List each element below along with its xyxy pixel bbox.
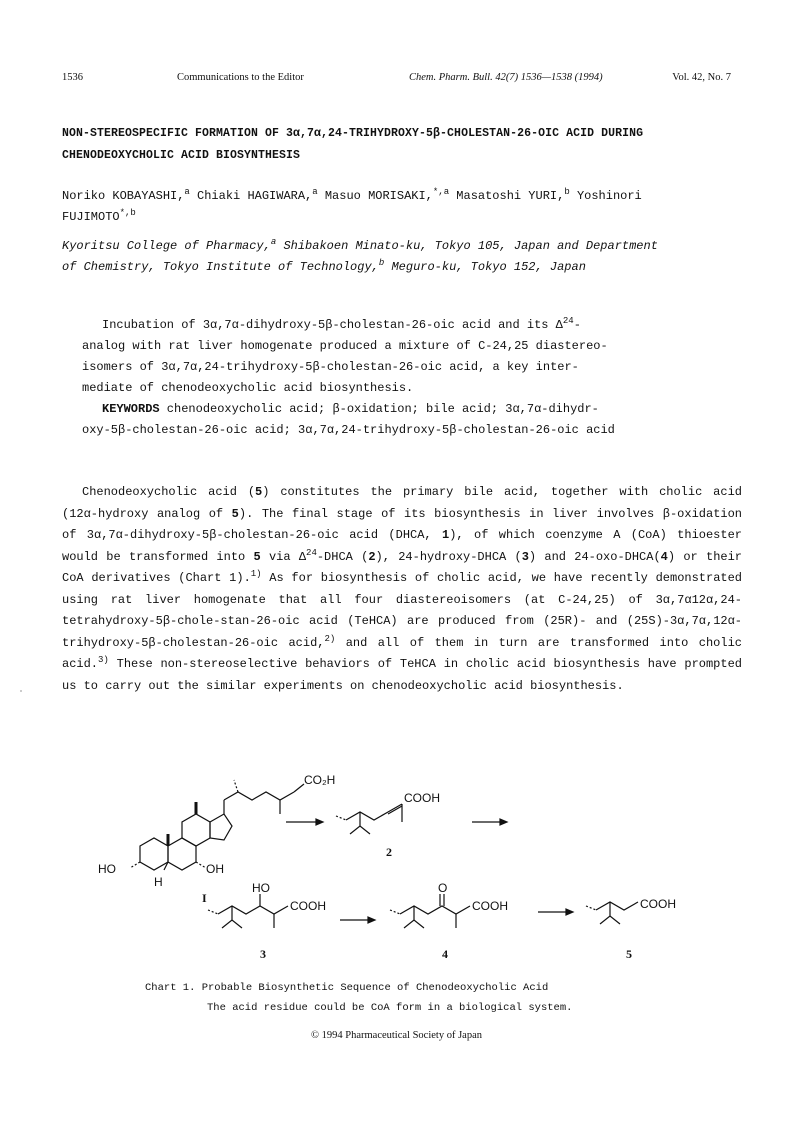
abstract-line-3: isomers of 3α,7α,24-trihydroxy-5β-cholestan-26-oic acid, a key inter- <box>82 360 579 374</box>
author-5-first: Yoshinori <box>576 189 642 203</box>
compound-2-label: 2 <box>386 845 392 859</box>
compound-1-structure <box>130 780 304 870</box>
compound-4-o-label: O <box>438 881 448 895</box>
author-3: Masuo MORISAKI, <box>324 189 433 203</box>
compound-3-structure <box>208 894 288 928</box>
compound-4-acid-label: COOH <box>472 899 508 913</box>
affiliation-2-address: Meguro-ku, Tokyo 152, Japan <box>391 260 586 274</box>
abstract-delta-sup: 24 <box>562 316 574 326</box>
affiliations <box>62 236 742 278</box>
compound-1-label: I <box>202 891 207 905</box>
author-2-sup: a <box>312 187 318 197</box>
ref-2: 2) <box>324 633 336 644</box>
article-title <box>62 123 742 167</box>
keywords-line-2: oxy-5β-cholestan-26-oic acid; 3α,7α,24-trihydroxy-5β-cholestan-26-oic acid <box>82 423 615 437</box>
affiliation-2: of Chemistry, Tokyo Institute of Technology, <box>62 260 379 274</box>
chart-caption <box>145 978 705 1018</box>
section-name: Communications to the Editor <box>177 72 304 83</box>
affiliation-2-sup: b <box>378 258 385 268</box>
volume-issue: Vol. 42, No. 7 <box>672 72 731 83</box>
affiliation-1: Kyoritsu College of Pharmacy, <box>62 239 271 253</box>
abstract-line-1: Incubation of 3α,7α-dihydroxy-5β-cholestan-26-oic acid and its $\Delta^{24}-$ <box>102 316 581 332</box>
running-header <box>62 72 731 88</box>
reaction-arrow-2 <box>472 819 507 825</box>
author-3-sup: *,a <box>432 187 450 197</box>
page-number: 1536 <box>62 72 83 83</box>
compound-1-ho-label: HO <box>98 862 116 876</box>
reaction-arrow-4 <box>538 909 573 915</box>
compound-3-ho-label: HO <box>252 881 270 895</box>
author-1: Noriko KOBAYASHI, <box>62 189 185 203</box>
author-2: Chiaki HAGIWARA, <box>197 189 313 203</box>
reaction-arrow-3 <box>340 917 375 923</box>
compound-5-acid-label: COOH <box>640 897 676 911</box>
compound-4-label: 4 <box>442 947 448 961</box>
compound-2-acid-label: COOH <box>404 791 440 805</box>
abstract <box>82 315 722 441</box>
compound-3-acid-label: COOH <box>290 899 326 913</box>
author-1-sup: a <box>184 187 190 197</box>
compound-1-acid-label: CO₂H <box>304 773 336 787</box>
compound-5-structure <box>586 902 638 924</box>
author-5-sup: *,b <box>119 208 136 218</box>
reaction-arrow-1 <box>286 819 323 825</box>
caption-line-1: Chart 1. Probable Biosynthetic Sequence of Chenodeoxycholic Acid <box>145 982 549 994</box>
chart-1-scheme <box>90 760 730 970</box>
ref-3: 3) <box>98 655 109 665</box>
abstract-line-4: mediate of chenodeoxycholic acid biosynthesis. <box>82 381 414 395</box>
compound-2-structure <box>336 804 402 834</box>
caption-line-2: The acid residue could be CoA form in a biological system. <box>207 1002 573 1014</box>
journal-citation: Chem. Pharm. Bull. 42(7) 1536—1538 (1994) <box>409 72 603 83</box>
compound-5-label: 5 <box>626 947 632 961</box>
abstract-line-2: analog with rat liver homogenate produced a mixture of C-24,25 diastereo- <box>82 339 608 353</box>
author-4-sup: b <box>564 187 570 197</box>
body-text <box>62 482 742 697</box>
author-4: Masatoshi YURI, <box>456 189 565 203</box>
title-line-2: CHENODEOXYCHOLIC ACID BIOSYNTHESIS <box>62 149 301 162</box>
ref-1: 1) <box>250 569 262 579</box>
compound-4-structure <box>390 894 470 928</box>
author-list <box>62 186 742 228</box>
author-5-last: FUJIMOTO <box>62 210 120 224</box>
copyright-notice: © 1994 Pharmaceutical Society of Japan <box>311 1030 482 1041</box>
reaction-scheme-svg <box>90 760 730 970</box>
title-line-1: NON-STEREOSPECIFIC FORMATION OF 3α,7α,24-TRIHYDROXY-5β-CHOLESTAN-26-OIC ACID DURING <box>62 127 644 140</box>
compound-1-oh-label: OH <box>206 862 224 876</box>
affiliation-1-sup: a <box>270 237 277 247</box>
affiliation-1-address: Shibakoen Minato-ku, Tokyo 105, Japan and Department <box>283 239 658 253</box>
body-paragraph: Chenodeoxycholic acid (5) constitutes the primary bile acid, together with cholic acid (12α-hydroxy analog of 5). The final stage of its biosynthesis in liver involves β-oxidation of 3α,7α-dihydroxy-5β-cholestan-26-oic acid (DHCA, 1), of which coenzyme A (CoA) thioester would be transformed into 5 via $\Delta^{24}$-DHCA (2), 24-hydroxy-DHCA (3) and 24-oxo-DHCA(4) or their CoA derivatives (Chart 1).$^{1)}$ As for biosynthesis of cholic acid, we have recently demonstrated using rat liver homogenate that all four diastereoisomers (at C-24,25) of 3α,7α12α,24-tetrahydroxy-5β-chole-stan-26-oic acid (TeHCA) are produced from (25R)- and (25S)-3α,7α,12α-trihydroxy-5β-cholestan-26-oic acid,$^{2)}$ and all of them in turn are transformed into cholic acid.$^{3)}$ These non-stereoselective behaviors of TeHCA in cholic acid biosynthesis have prompted us to carry out the similar experiments on chenodeoxycholic acid biosynthesis. <box>62 485 743 693</box>
keywords-line-1: KEYWORDS chenodeoxycholic acid; β-oxidation; bile acid; 3α,7α-dihydr- <box>102 402 599 416</box>
compound-3-label: 3 <box>260 947 266 961</box>
keywords-label: KEYWORDS <box>102 402 160 416</box>
scan-mark <box>20 690 22 692</box>
compound-1-h-label: H <box>154 875 163 889</box>
